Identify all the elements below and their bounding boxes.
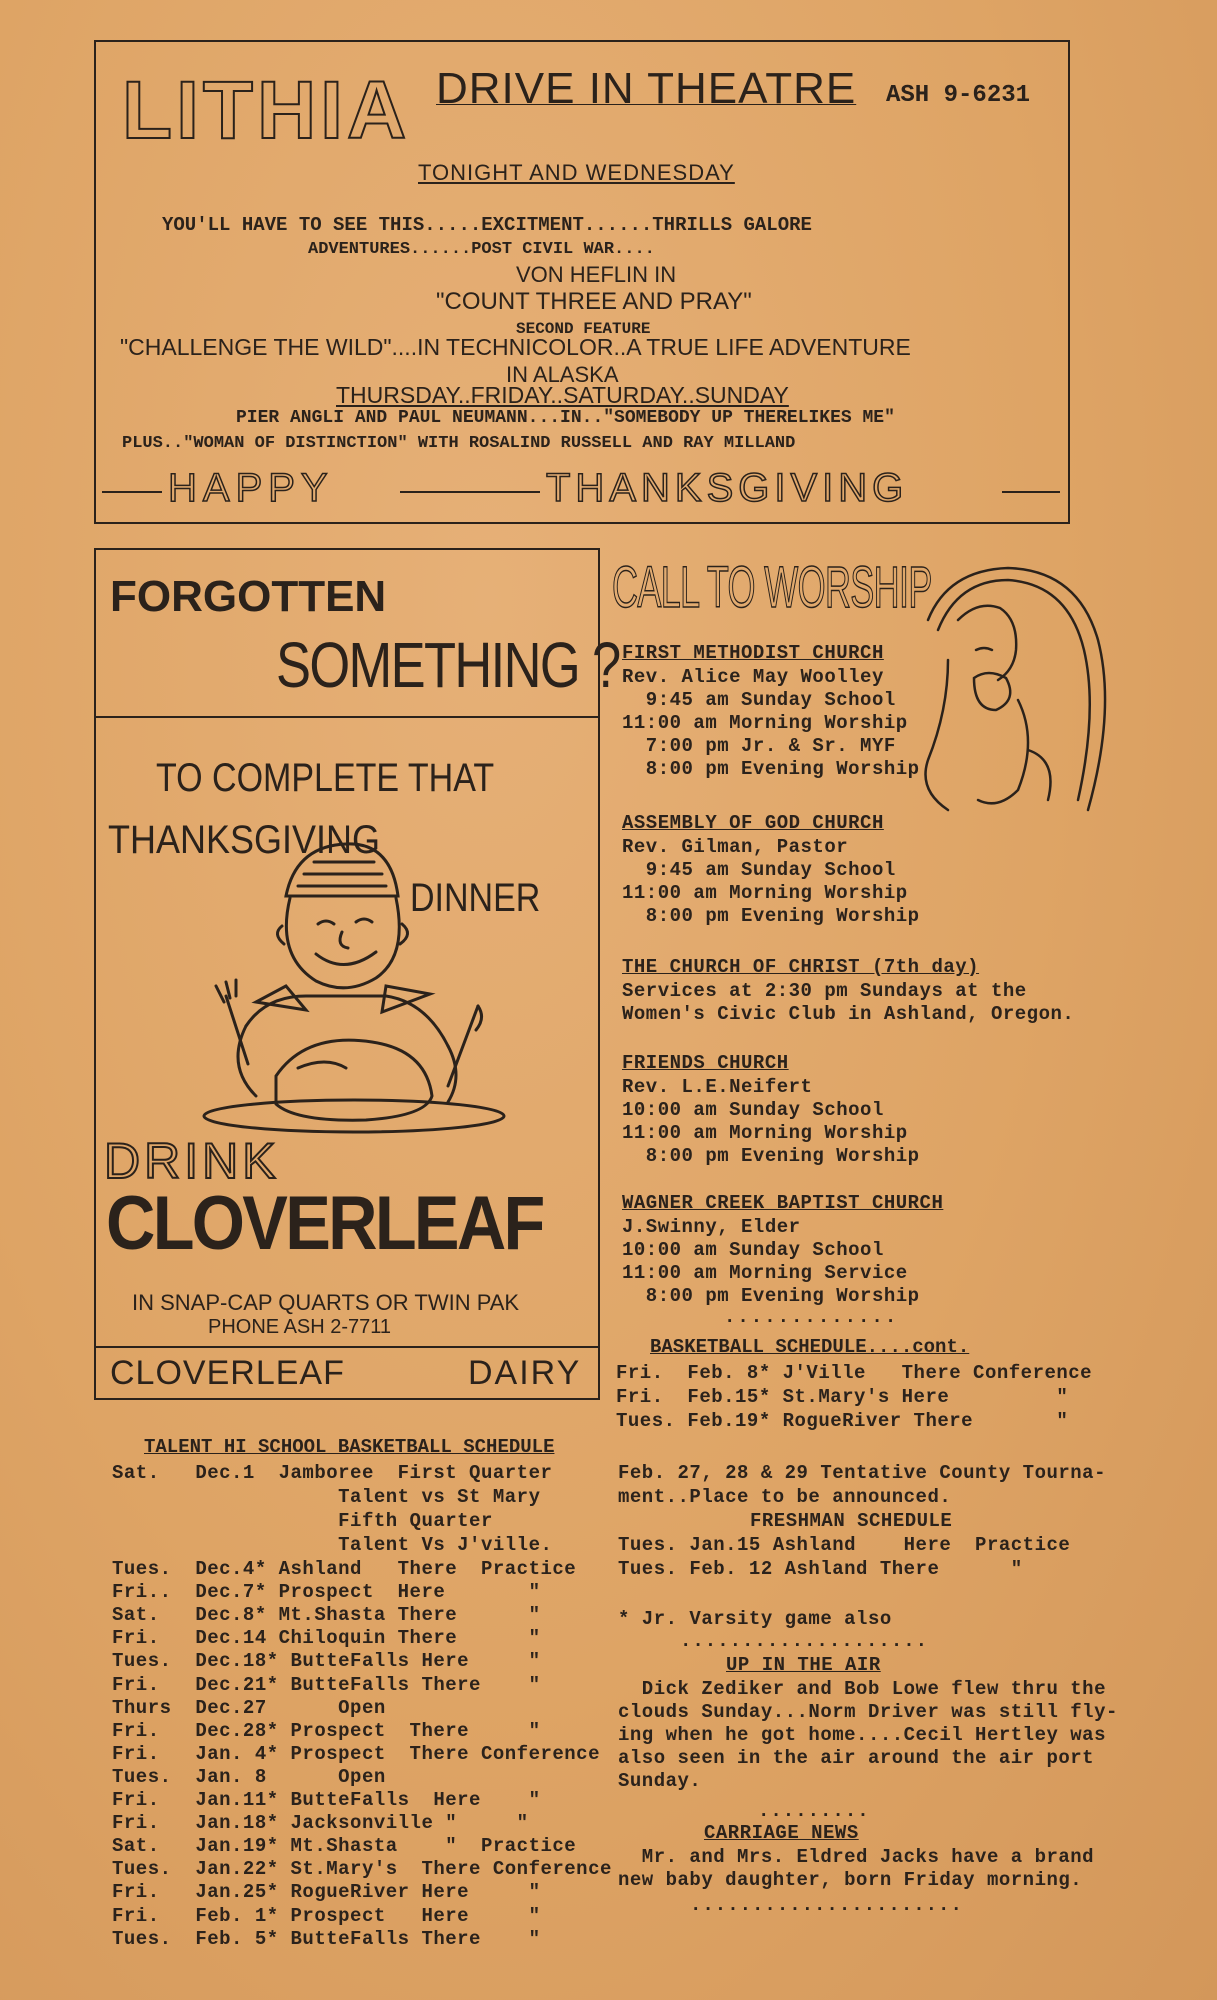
theatre-line1: YOU'LL HAVE TO SEE THIS.....EXCITMENT......THRILLS GALORE bbox=[162, 214, 812, 236]
talent-intro-line: Sat. Dec.1 Jamboree First Quarter bbox=[112, 1462, 553, 1484]
ad-to-complete: TO COMPLETE THAT bbox=[156, 756, 495, 800]
air-line: Sunday. bbox=[618, 1770, 702, 1792]
freshman-row: Tues. Jan.15 Ashland Here Practice bbox=[618, 1534, 1071, 1556]
church-line: 10:00 am Sunday School bbox=[622, 1239, 884, 1261]
air-line: also seen in the air around the air port bbox=[618, 1747, 1095, 1769]
talent-intro-line: Talent Vs J'ville. bbox=[112, 1534, 553, 1556]
church-line: Rev. Alice May Woolley bbox=[622, 666, 884, 688]
bb-cont-row: Fri. Feb. 8* J'Ville There Conference bbox=[616, 1362, 1093, 1384]
divider-dots-3: ...................... bbox=[690, 1894, 963, 1916]
talent-row: Sat. Jan.19* Mt.Shasta " Practice bbox=[112, 1835, 577, 1858]
divider-dots-1: .................... bbox=[680, 1630, 929, 1652]
ad-something: SOMETHING ? bbox=[276, 629, 620, 701]
talent-row: Fri.. Dec.7* Prospect Here " bbox=[112, 1581, 541, 1604]
talent-row: Sat. Dec.8* Mt.Shasta There " bbox=[112, 1604, 541, 1627]
talent-row: Fri. Jan.18* Jacksonville " " bbox=[112, 1812, 529, 1835]
footer-thanksgiving: THANKSGIVING bbox=[546, 466, 909, 510]
theatre-line10: PLUS.."WOMAN OF DISTINCTION" WITH ROSALIND RUSSELL AND RAY MILLAND bbox=[122, 434, 796, 453]
air-line: ing when he got home....Cecil Hertley was bbox=[618, 1724, 1106, 1746]
worship-dots: ............. bbox=[724, 1306, 899, 1328]
divider-dots-2: ......... bbox=[758, 1800, 870, 1822]
talent-row: Tues. Dec.18* ButteFalls Here " bbox=[112, 1650, 541, 1673]
church-line: Rev. L.E.Neifert bbox=[622, 1076, 813, 1098]
bb-cont-row: Fri. Feb.15* St.Mary's Here " bbox=[616, 1386, 1069, 1408]
talent-row: Fri. Dec.14 Chiloquin There " bbox=[112, 1627, 541, 1650]
talent-row: Fri. Dec.28* Prospect There " bbox=[112, 1719, 541, 1742]
talent-title: TALENT HI SCHOOL BASKETBALL SCHEDULE bbox=[144, 1436, 555, 1458]
theatre-ad bbox=[94, 40, 1070, 524]
church-line: 9:45 am Sunday School bbox=[622, 859, 896, 881]
carriage-title: CARRIAGE NEWS bbox=[704, 1822, 859, 1844]
theatre-line4: "COUNT THREE AND PRAY" bbox=[436, 288, 752, 315]
church-name: ASSEMBLY OF GOD CHURCH bbox=[622, 812, 884, 834]
ad-brand: CLOVERLEAF bbox=[106, 1181, 543, 1266]
church-line: 9:45 am Sunday School bbox=[622, 689, 896, 711]
theatre-line9: PIER ANGLI AND PAUL NEUMANN...IN.."SOMEBODY UP THERELIKES ME" bbox=[236, 408, 895, 428]
jv-note: * Jr. Varsity game also bbox=[618, 1608, 892, 1630]
cloverleaf-ad bbox=[94, 548, 620, 1400]
air-title: UP IN THE AIR bbox=[726, 1654, 881, 1676]
talent-row: Fri. Jan. 4* Prospect There Conference bbox=[112, 1742, 600, 1765]
church-line: Women's Civic Club in Ashland, Oregon. bbox=[622, 1003, 1075, 1025]
church-line: 8:00 pm Evening Worship bbox=[622, 1145, 920, 1167]
talent-intro-line: Fifth Quarter bbox=[112, 1510, 493, 1532]
bb-cont-row: Tues. Feb.19* RogueRiver There " bbox=[616, 1410, 1069, 1432]
footer-rule-mid bbox=[400, 491, 540, 493]
church-line: 7:00 pm Jr. & Sr. MYF bbox=[622, 735, 896, 757]
theatre-line7: IN ALASKA bbox=[506, 362, 619, 387]
theatre-title: DRIVE IN THEATRE bbox=[436, 64, 857, 113]
church-line: J.Swinny, Elder bbox=[622, 1216, 801, 1238]
talent-row: Tues. Jan. 8 Open bbox=[112, 1765, 386, 1788]
church-name: THE CHURCH OF CHRIST (7th day) bbox=[622, 956, 980, 978]
ad-forgotten: FORGOTTEN bbox=[110, 572, 387, 621]
theatre-line6: "CHALLENGE THE WILD"....IN TECHNICOLOR..A TRUE LIFE ADVENTURE bbox=[120, 334, 911, 360]
chef-illustration bbox=[186, 806, 526, 1136]
ad-pack: IN SNAP-CAP QUARTS OR TWIN PAK bbox=[132, 1290, 520, 1315]
church-line: 11:00 am Morning Service bbox=[622, 1262, 908, 1284]
church-line: 10:00 am Sunday School bbox=[622, 1099, 884, 1121]
worship-title: CALL TO WORSHIP bbox=[612, 555, 932, 620]
theatre-line2: ADVENTURES......POST CIVIL WAR.... bbox=[308, 240, 655, 259]
ad-drink: DRINK bbox=[104, 1133, 280, 1189]
carriage-line: new baby daughter, born Friday morning. bbox=[618, 1869, 1083, 1891]
freshman-title: FRESHMAN SCHEDULE bbox=[750, 1510, 953, 1532]
church-line: 11:00 am Morning Worship bbox=[622, 712, 908, 734]
ad-footer-right: DAIRY bbox=[468, 1354, 582, 1392]
church-line: Rev. Gilman, Pastor bbox=[622, 836, 849, 858]
talent-row: Thurs Dec.27 Open bbox=[112, 1696, 386, 1719]
footer-happy: HAPPY bbox=[168, 466, 334, 510]
ad-divider-bottom bbox=[96, 1346, 598, 1348]
ad-dinner: DINNER bbox=[410, 876, 541, 920]
church-line: 11:00 am Morning Worship bbox=[622, 1122, 908, 1144]
freshman-row: Tues. Feb. 12 Ashland There " bbox=[618, 1558, 1023, 1580]
theatre-phone: ASH 9-6231 bbox=[886, 82, 1031, 109]
theatre-line5: SECOND FEATURE bbox=[516, 320, 651, 338]
talent-intro-line: Talent vs St Mary bbox=[112, 1486, 541, 1508]
talent-row: Tues. Jan.22* St.Mary's There Conference bbox=[112, 1858, 612, 1881]
theatre-logo: LITHIA bbox=[122, 65, 411, 156]
talent-row: Fri. Jan.25* RogueRiver Here " bbox=[112, 1881, 541, 1904]
ad-thanksgiving: THANKSGIVING bbox=[108, 818, 381, 862]
talent-row: Fri. Feb. 1* Prospect Here " bbox=[112, 1904, 541, 1927]
talent-row: Tues. Feb. 5* ButteFalls There " bbox=[112, 1927, 541, 1950]
church-line: 11:00 am Morning Worship bbox=[622, 882, 908, 904]
madonna-illustration bbox=[888, 560, 1118, 820]
ad-divider-top bbox=[96, 716, 598, 718]
theatre-line3: VON HEFLIN IN bbox=[516, 262, 677, 287]
footer-rule-left bbox=[102, 491, 162, 493]
ad-footer-left: CLOVERLEAF bbox=[110, 1354, 345, 1392]
footer-rule-right bbox=[1002, 491, 1060, 493]
church-name: WAGNER CREEK BAPTIST CHURCH bbox=[622, 1192, 944, 1214]
church-name: FRIENDS CHURCH bbox=[622, 1052, 789, 1074]
church-line: 8:00 pm Evening Worship bbox=[622, 905, 920, 927]
bb-cont-title: BASKETBALL SCHEDULE....cont. bbox=[650, 1336, 970, 1358]
tourney-line1: Feb. 27, 28 & 29 Tentative County Tourna- bbox=[618, 1462, 1106, 1484]
ad-phone: PHONE ASH 2-7711 bbox=[208, 1316, 392, 1338]
church-name: FIRST METHODIST CHURCH bbox=[622, 642, 884, 664]
carriage-line: Mr. and Mrs. Eldred Jacks have a brand bbox=[618, 1846, 1095, 1868]
talent-row: Fri. Dec.21* ButteFalls There " bbox=[112, 1673, 541, 1696]
theatre-line8: THURSDAY..FRIDAY..SATURDAY..SUNDAY bbox=[336, 382, 789, 408]
theatre-subtitle: TONIGHT AND WEDNESDAY bbox=[418, 160, 735, 185]
talent-row: Tues. Dec.4* Ashland There Practice bbox=[112, 1558, 577, 1580]
church-line: 8:00 pm Evening Worship bbox=[622, 1285, 920, 1307]
tourney-line2: ment..Place to be announced. bbox=[618, 1486, 952, 1508]
air-line: clouds Sunday...Norm Driver was still fly- bbox=[618, 1701, 1118, 1723]
church-line: 8:00 pm Evening Worship bbox=[622, 758, 920, 780]
church-line: Services at 2:30 pm Sundays at the bbox=[622, 980, 1027, 1002]
air-line: Dick Zediker and Bob Lowe flew thru the bbox=[618, 1678, 1106, 1700]
talent-row: Fri. Jan.11* ButteFalls Here " bbox=[112, 1789, 541, 1811]
